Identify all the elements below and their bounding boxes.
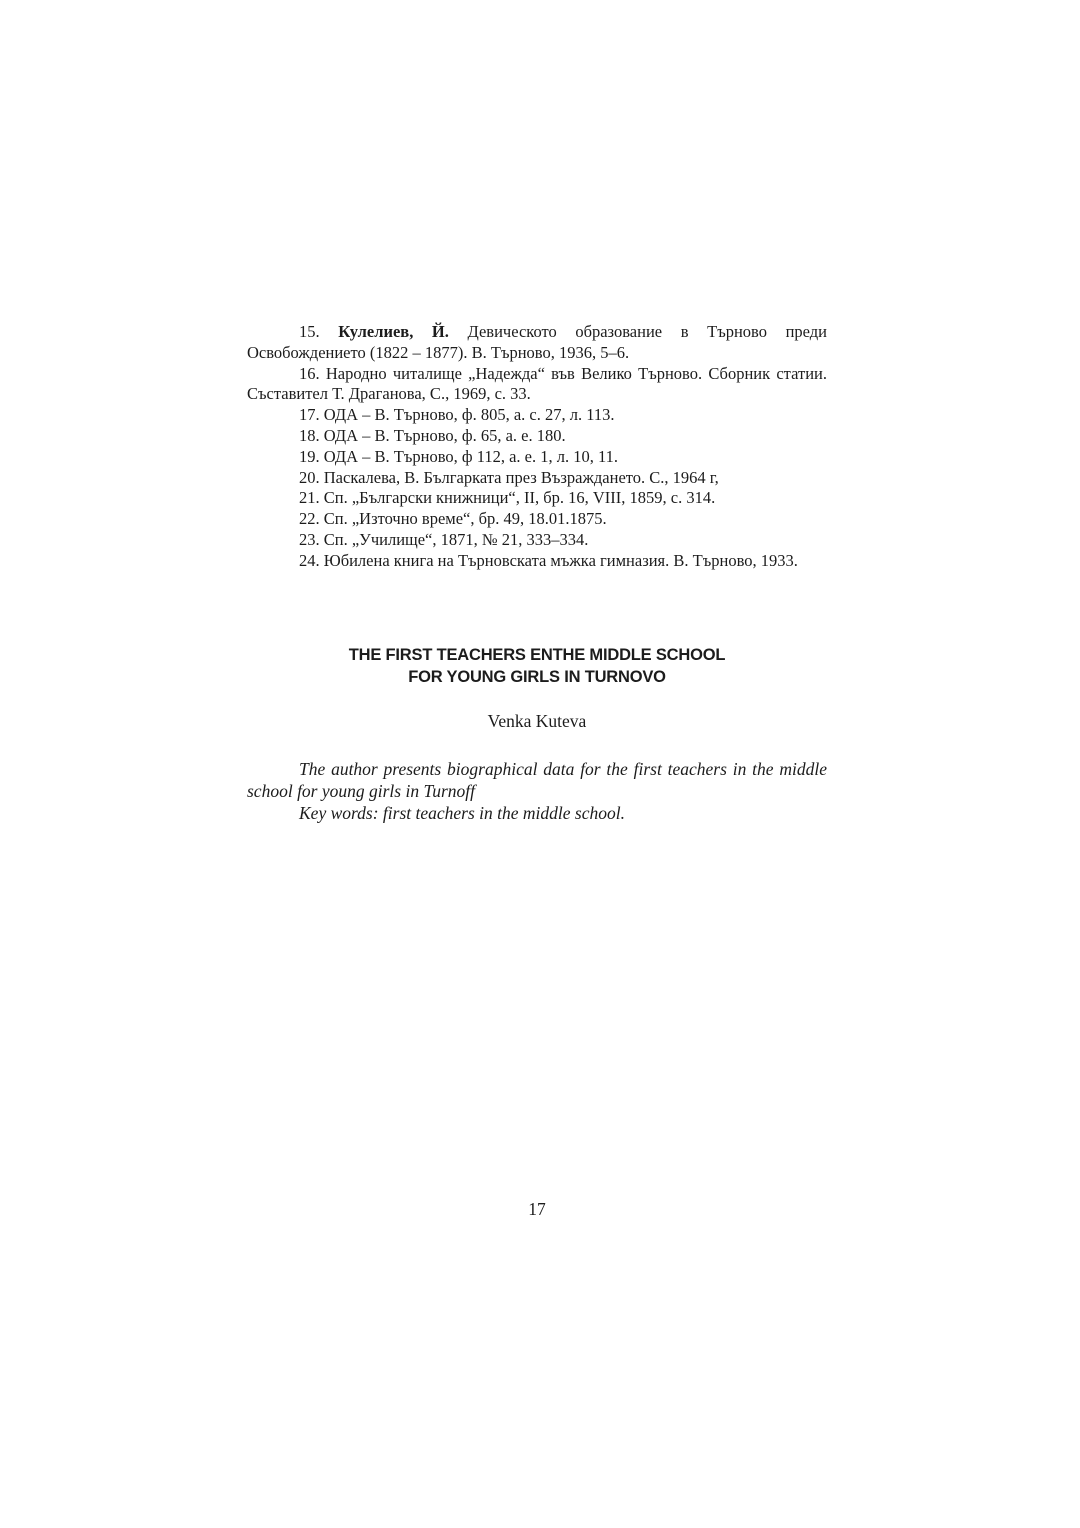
- reference-number: 20.: [299, 467, 320, 487]
- reference-number: 17.: [299, 405, 320, 425]
- reference-text: Сп. „Български книжници“, II, бр. 16, VIII, 1859, с. 314.: [323, 488, 716, 508]
- reference-text: ОДА – В. Търново, ф. 805, а. с. 27, л. 113.: [323, 405, 615, 425]
- reference-item: [247, 447, 827, 468]
- reference-number: 16.: [299, 363, 320, 383]
- reference-item: [247, 322, 827, 364]
- reference-text: Сп. „Училище“, 1871, № 21, 333–334.: [323, 529, 589, 549]
- reference-number: 18.: [299, 425, 320, 445]
- reference-text: Народно читалище „Надежда“ във Велико Търново. Сборник статии. Съставител Т. Драганова, С., 1969, с. 33.: [247, 363, 827, 404]
- reference-item: [247, 509, 827, 530]
- reference-text: Юбилена книга на Търновската мъжка гимназия. В. Търново, 1933.: [323, 550, 798, 570]
- reference-number: 19.: [299, 446, 320, 466]
- reference-text: Паскалева, В. Българката през Възраждането. С., 1964 г,: [323, 467, 719, 487]
- article-title-line-1: THE FIRST TEACHERS ENTHE MIDDLE SCHOOL: [348, 646, 726, 664]
- reference-number: 21.: [299, 488, 320, 508]
- reference-item: [247, 468, 827, 489]
- page-number: 17: [528, 1199, 546, 1219]
- reference-number: 24.: [299, 550, 320, 570]
- keywords-text: Key words: first teachers in the middle school.: [299, 803, 625, 823]
- reference-item: [247, 405, 827, 426]
- reference-number: 23.: [299, 529, 320, 549]
- reference-item: [247, 551, 827, 572]
- reference-item: [247, 530, 827, 551]
- reference-text: Сп. „Източно време“, бр. 49, 18.01.1875.: [323, 509, 607, 529]
- reference-text: Девическото образование в Търново преди Освобождението (1822 – 1877). В. Търново, 1936, 5–6.: [247, 322, 827, 362]
- reference-item: [247, 364, 827, 406]
- article-title-line-2: FOR YOUNG GIRLS IN TURNOVO: [408, 668, 666, 686]
- abstract-section: [247, 758, 827, 824]
- reference-number: 15.: [299, 322, 320, 341]
- reference-list: [247, 322, 827, 572]
- reference-item: [247, 488, 827, 509]
- reference-number: 22.: [299, 509, 320, 529]
- article-author: Venka Kuteva: [487, 711, 587, 731]
- reference-author: Кулелиев, Й.: [338, 322, 449, 341]
- article-title: [247, 644, 827, 688]
- reference-text: ОДА – В. Търново, ф 112, а. е. 1, л. 10, 11.: [323, 446, 618, 466]
- reference-text: ОДА – В. Търново, ф. 65, а. е. 180.: [323, 425, 566, 445]
- reference-item: [247, 426, 827, 447]
- abstract-text: The author presents biographical data for the first teachers in the middle school for young girls in Turnoff: [247, 759, 827, 801]
